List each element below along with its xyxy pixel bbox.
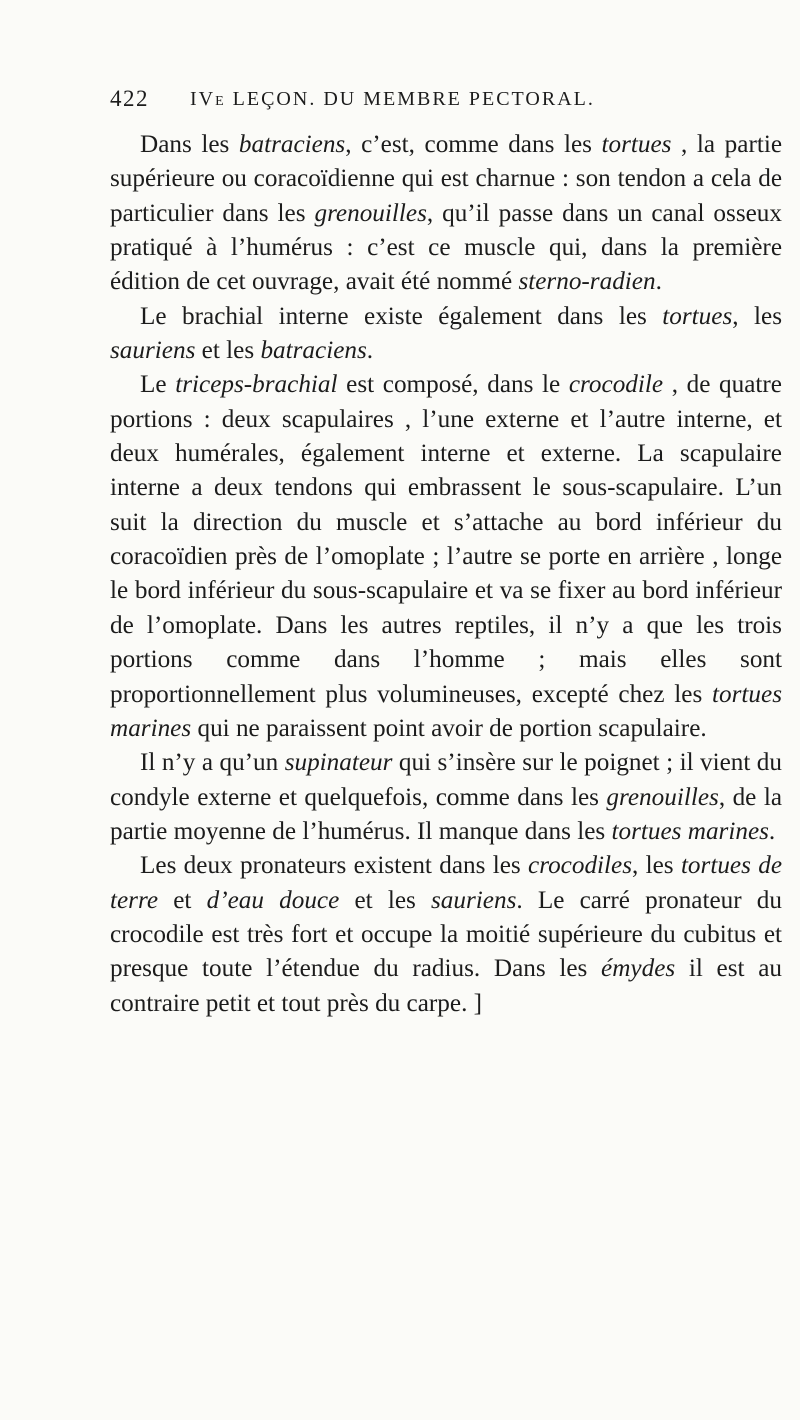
italic-term: tortues marines bbox=[110, 680, 782, 742]
text-run: qui s’insère sur le poignet ; il vient du condyle externe et quelquefois, comme dans les bbox=[110, 749, 782, 811]
italic-term: grenouilles bbox=[606, 783, 719, 811]
paragraph bbox=[110, 128, 782, 300]
italic-term: sauriens bbox=[110, 337, 196, 365]
text-run: . bbox=[366, 337, 374, 365]
text-run: Le brachial interne existe également dans les bbox=[140, 302, 663, 330]
italic-term: tortues bbox=[662, 302, 733, 330]
text-run: Les deux pronateurs existent dans les bbox=[140, 852, 529, 880]
text-run: Il n’y a qu’un bbox=[140, 749, 285, 777]
italic-term: sterno-radien bbox=[518, 268, 656, 296]
text-run: , les bbox=[732, 302, 782, 330]
running-title: IVe LEÇON. DU MEMBRE PECTORAL. bbox=[190, 88, 595, 110]
italic-term: tortues de terre bbox=[110, 852, 782, 914]
body-text bbox=[110, 128, 782, 1021]
paragraph bbox=[110, 368, 782, 746]
paragraph bbox=[110, 849, 782, 1021]
italic-term: crocodile bbox=[568, 371, 664, 399]
italic-term: émydes bbox=[601, 955, 676, 983]
paragraph bbox=[110, 746, 782, 849]
italic-term: supinateur bbox=[284, 749, 393, 777]
page-number: 422 bbox=[110, 86, 149, 111]
text-run: est composé, dans le bbox=[337, 371, 569, 399]
running-header bbox=[110, 86, 750, 116]
text-run: , de la partie moyenne de l’humérus. Il manque dans les bbox=[110, 783, 782, 845]
text-run: et les bbox=[339, 886, 431, 914]
text-run: , la partie supérieure ou coracoïdienne qui est charnue : son tendon a cela de particulier dans les bbox=[110, 131, 783, 227]
text-run: Dans les bbox=[140, 131, 239, 158]
text-run: , c’est, comme dans les bbox=[345, 131, 602, 158]
text-run: et bbox=[158, 886, 207, 914]
italic-term: tortues bbox=[601, 131, 672, 158]
text-run: , les bbox=[632, 852, 681, 880]
italic-term: batraciens bbox=[238, 131, 346, 158]
text-run: et les bbox=[195, 337, 261, 365]
text-run: qui ne paraissent point avoir de portion scapulaire. bbox=[191, 714, 707, 742]
italic-term: batraciens bbox=[260, 337, 367, 365]
text-run: . Le carré pronateur du crocodile est très fort et occupe la moitié supérieure du cubitus et presque toute l’étendue du radius. Dans les bbox=[110, 886, 782, 983]
text-run: , de quatre portions : deux scapulaires , l’une externe et l’autre interne, et deux humérales, également interne et externe. La scapulaire interne a deux tendons qui embrassent le sous-scapulaire. L’un suit la direction du muscle et s’attache au bord inférieur du coracoïdien près de l’omoplate ; l’autre se porte en arrière , longe le bord inférieur du sous-scapulaire et va se fixer au bord inférieur de l’omoplate. Dans les autres reptiles, il n’y a que les trois portions comme dans l’homme ; mais elles sont proportionnellement plus volumineuses, excepté chez les bbox=[110, 371, 782, 708]
italic-term: grenouilles bbox=[314, 199, 427, 227]
italic-term: sauriens bbox=[431, 886, 517, 914]
italic-term: crocodiles bbox=[528, 852, 633, 880]
italic-term: d’eau douce bbox=[206, 886, 340, 914]
text-run: Le bbox=[140, 371, 176, 399]
text-run: il est au contraire petit et tout près du carpe. ] bbox=[110, 955, 783, 1017]
italic-term: tortues marines bbox=[611, 817, 769, 845]
text-run: , qu’il passe dans un canal osseux pratiqué à l’humérus : c’est ce muscle qui, dans la première édition de cet ouvrage, avait été nommé bbox=[110, 199, 782, 296]
italic-term: triceps-brachial bbox=[175, 371, 338, 399]
text-run: . bbox=[768, 817, 776, 845]
text-run: . bbox=[655, 268, 662, 296]
paragraph bbox=[110, 300, 782, 369]
